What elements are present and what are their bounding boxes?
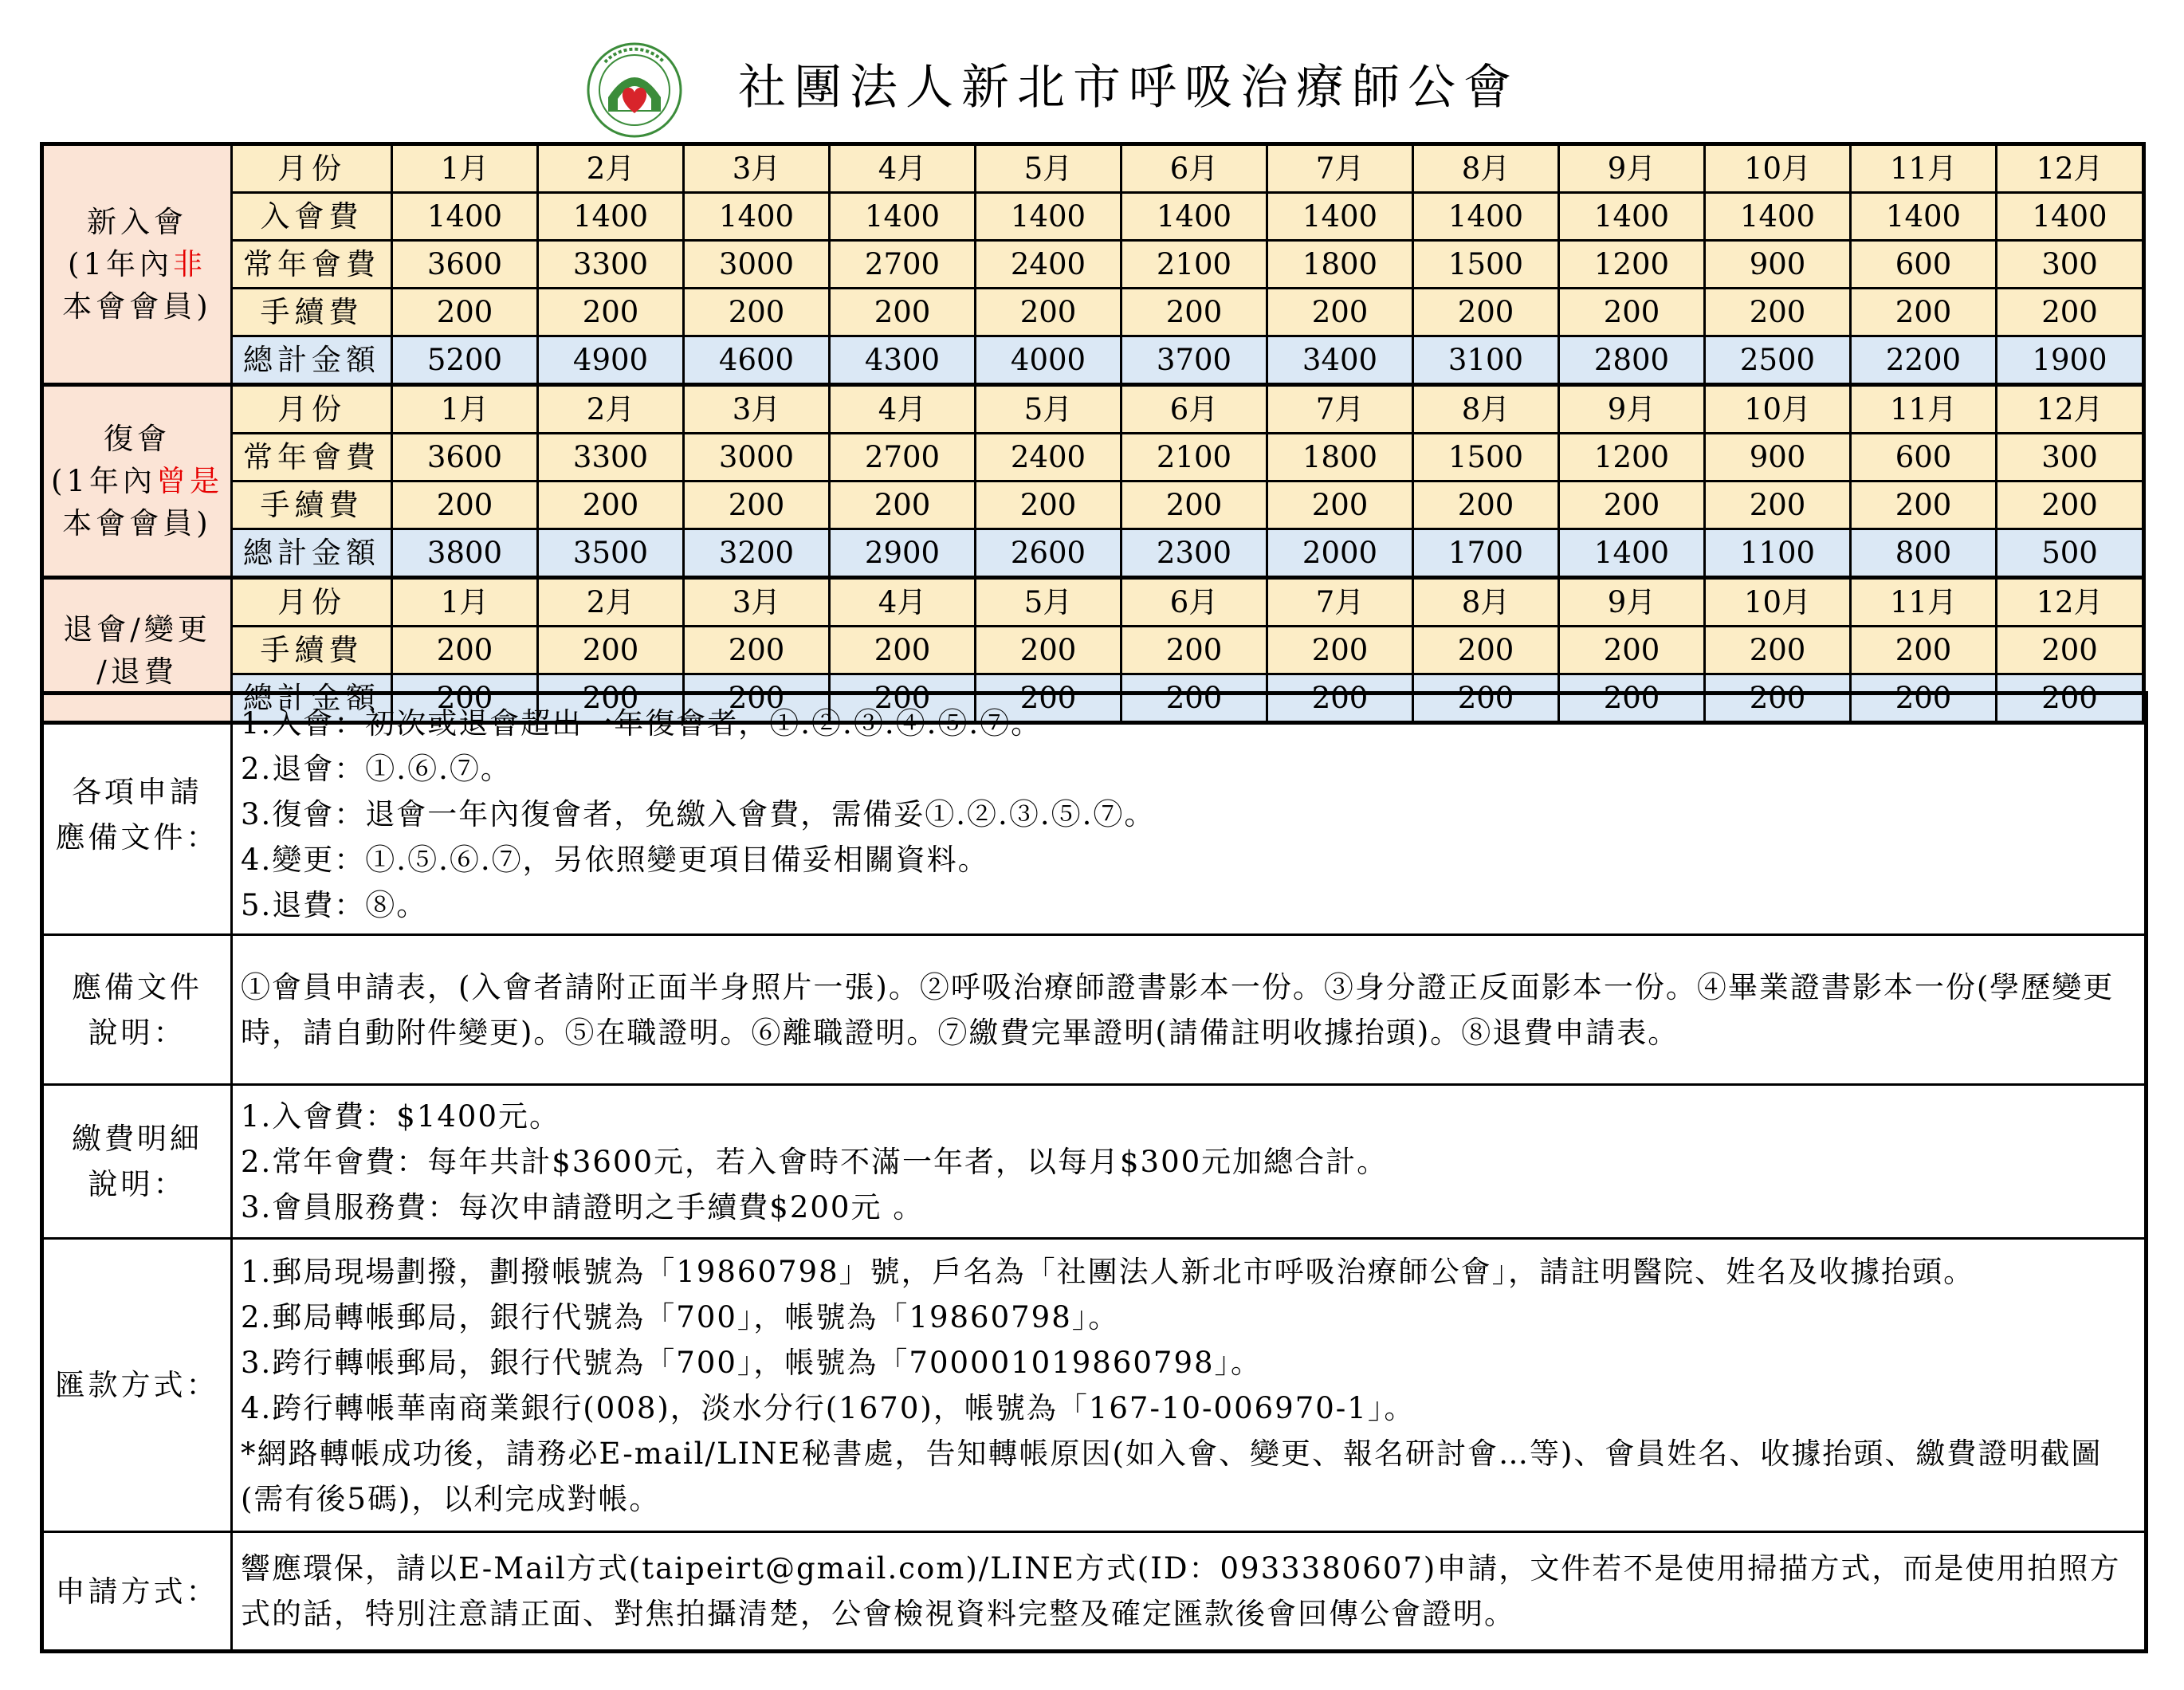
fee-cell: 1500	[1413, 241, 1559, 289]
fee-cell: 1100	[1705, 529, 1851, 578]
month-header: 7月	[1267, 578, 1413, 627]
section-label-line: 說明：	[88, 1167, 187, 1201]
fee-cell: 2700	[830, 241, 976, 289]
fee-cell: 200	[1121, 627, 1267, 674]
group-label-line: 新入會	[87, 205, 187, 239]
month-header: 9月	[1559, 144, 1705, 193]
fee-cell: 200	[538, 674, 684, 723]
fee-cell: 3800	[392, 529, 538, 578]
row-label: 總計金額	[232, 529, 392, 578]
section-line: *網路轉帳成功後，請務必E-mail/LINE秘書處，告知轉帳原因(如入會、變更、報名研討會…等)、會員姓名、收據抬頭、繳費證明截圖(需有後5碼)，以利完成對帳。	[241, 1436, 2103, 1516]
fee-cell: 2100	[1121, 241, 1267, 289]
fee-cell: 1400	[1559, 529, 1705, 578]
group-label-line: 復會	[104, 422, 171, 456]
page-header	[0, 32, 2184, 143]
row-label: 月份	[232, 144, 392, 193]
fee-cell: 200	[684, 674, 830, 723]
fee-cell: 200	[1267, 627, 1413, 674]
fee-cell: 2100	[1121, 434, 1267, 481]
section-line: 3.跨行轉帳郵局，銀行代號為「700」，帳號為「700001019860798」。	[241, 1345, 1263, 1380]
fee-cell: 200	[1997, 289, 2144, 336]
section-label-line: 應備文件：	[55, 819, 219, 855]
month-header: 3月	[684, 144, 830, 193]
fee-cell: 200	[1851, 481, 1997, 529]
section-label-line: 說明：	[88, 1015, 187, 1050]
section-line: 2.退會：①.⑥.⑦。	[241, 752, 512, 786]
fee-cell: 4600	[684, 336, 830, 385]
fee-cell: 300	[1997, 241, 2144, 289]
row-label: 手續費	[232, 481, 392, 529]
fee-cell: 200	[1121, 289, 1267, 336]
fee-cell: 200	[392, 674, 538, 723]
month-header: 7月	[1267, 144, 1413, 193]
section-content	[232, 1239, 2147, 1532]
fee-cell: 200	[1267, 289, 1413, 336]
month-header: 10月	[1705, 385, 1851, 434]
row-label: 入會費	[232, 193, 392, 241]
fee-table	[40, 142, 2146, 725]
fee-cell: 900	[1705, 241, 1851, 289]
fee-cell: 3200	[684, 529, 830, 578]
fee-row	[42, 434, 2144, 481]
fee-cell: 1400	[1121, 193, 1267, 241]
month-header: 5月	[976, 144, 1121, 193]
fee-cell: 3400	[1267, 336, 1413, 385]
month-header: 11月	[1851, 578, 1997, 627]
section-line: 響應環保，請以E-Mail方式(taipeirt@gmail.com)/LINE方式(ID：0933380607)申請，文件若不是使用掃描方式，而是使用拍照方式的話，特別注意請正面、對焦拍攝清楚，公會檢視資料完整及確定匯款後會回傳公會證明。	[241, 1551, 2121, 1631]
fee-cell: 200	[976, 289, 1121, 336]
month-header: 1月	[392, 385, 538, 434]
fee-row	[42, 578, 2144, 627]
month-header: 10月	[1705, 578, 1851, 627]
section-label-line: 各項申請	[72, 774, 202, 809]
month-header: 4月	[830, 385, 976, 434]
section-line: 1.入會費：$1400元。	[241, 1098, 561, 1134]
fee-cell: 2500	[1705, 336, 1851, 385]
fee-cell: 1400	[392, 193, 538, 241]
fee-cell: 3300	[538, 241, 684, 289]
fee-cell: 200	[1413, 289, 1559, 336]
fee-cell: 200	[1559, 481, 1705, 529]
fee-cell: 200	[538, 627, 684, 674]
fee-cell: 600	[1851, 241, 1997, 289]
fee-cell: 2400	[976, 434, 1121, 481]
fee-cell: 200	[392, 627, 538, 674]
month-header: 11月	[1851, 144, 1997, 193]
group-label-line: (1年內	[51, 464, 156, 498]
fee-cell: 3000	[684, 241, 830, 289]
fee-cell: 200	[1997, 481, 2144, 529]
fee-cell: 1400	[1705, 193, 1851, 241]
fee-cell: 2400	[976, 241, 1121, 289]
fee-cell: 600	[1851, 434, 1997, 481]
fee-row	[42, 289, 2144, 336]
fee-cell: 5200	[392, 336, 538, 385]
row-label: 手續費	[232, 289, 392, 336]
group-label-line: 退會/變更	[63, 611, 211, 647]
section-line: 4.跨行轉帳華南商業銀行(008)，淡水分行(1670)，帳號為「167-10-006970-1」。	[241, 1390, 1416, 1425]
fee-cell: 3100	[1413, 336, 1559, 385]
fee-cell: 1500	[1413, 434, 1559, 481]
fee-cell: 200	[1851, 627, 1997, 674]
section-line: ①會員申請表，(入會者請附正面半身照片一張)。②呼吸治療師證書影本一份。③身分證正反面影本一份。④畢業證書影本一份(學歷變更時，請自動附件變更)。⑤在職證明。⑥離職證明。⑦繳費完畢證明(請備註明收據抬頭)。⑧退費申請表。	[241, 969, 2115, 1050]
fee-cell: 3600	[392, 434, 538, 481]
month-header: 6月	[1121, 385, 1267, 434]
row-label: 總計金額	[232, 674, 392, 723]
group-label-line: /退費	[96, 654, 178, 689]
fee-row	[42, 385, 2144, 434]
month-header: 8月	[1413, 578, 1559, 627]
fee-cell: 1400	[1413, 193, 1559, 241]
group-label-line: 本會會員)	[62, 289, 212, 324]
row-label: 總計金額	[232, 336, 392, 385]
section-line: 2.郵局轉帳郵局，銀行代號為「700」，帳號為「19860798」。	[241, 1299, 1120, 1334]
row-label: 月份	[232, 578, 392, 627]
section-label-line: 應備文件	[72, 969, 202, 1004]
fee-row	[42, 241, 2144, 289]
row-label: 常年會費	[232, 434, 392, 481]
fee-row	[42, 193, 2144, 241]
section-line: 3.會員服務費：每次申請證明之手續費$200元 。	[241, 1189, 925, 1224]
fee-cell: 3000	[684, 434, 830, 481]
fee-cell: 200	[1121, 674, 1267, 723]
fee-cell: 1400	[830, 193, 976, 241]
info-row	[42, 1532, 2147, 1652]
fee-row	[42, 481, 2144, 529]
highlight-text: 非	[172, 247, 206, 281]
fee-cell: 2700	[830, 434, 976, 481]
fee-cell: 2600	[976, 529, 1121, 578]
fee-cell: 200	[830, 289, 976, 336]
fee-cell: 200	[1705, 289, 1851, 336]
fee-cell: 1400	[1559, 193, 1705, 241]
fee-cell: 200	[392, 289, 538, 336]
fee-cell: 200	[684, 481, 830, 529]
fee-cell: 200	[830, 627, 976, 674]
fee-cell: 4900	[538, 336, 684, 385]
fee-cell: 1800	[1267, 434, 1413, 481]
month-header: 4月	[830, 578, 976, 627]
info-row	[42, 694, 2147, 935]
fee-cell: 2900	[830, 529, 976, 578]
section-line: 1.入會：初次或退會超出一年復會者，①.②.③.④.⑤.⑦。	[241, 706, 1043, 741]
month-header: 2月	[538, 385, 684, 434]
month-header: 8月	[1413, 144, 1559, 193]
month-header: 3月	[684, 385, 830, 434]
fee-cell: 200	[1705, 481, 1851, 529]
group-label	[42, 385, 232, 578]
fee-cell: 1800	[1267, 241, 1413, 289]
section-content	[232, 935, 2147, 1085]
section-label-line: 匯款方式：	[55, 1368, 219, 1402]
fee-cell: 1900	[1997, 336, 2144, 385]
fee-row	[42, 144, 2144, 193]
fee-cell: 200	[538, 481, 684, 529]
fee-cell: 1200	[1559, 434, 1705, 481]
month-header: 12月	[1997, 144, 2144, 193]
info-row	[42, 1085, 2147, 1239]
fee-cell: 4300	[830, 336, 976, 385]
month-header: 6月	[1121, 578, 1267, 627]
fee-cell: 1400	[976, 193, 1121, 241]
fee-cell: 200	[1851, 674, 1997, 723]
fee-row	[42, 529, 2144, 578]
month-header: 12月	[1997, 578, 2144, 627]
section-label	[42, 1085, 232, 1239]
fee-cell: 900	[1705, 434, 1851, 481]
fee-cell: 200	[1705, 627, 1851, 674]
fee-cell: 200	[1267, 481, 1413, 529]
section-line: 2.常年會費：每年共計$3600元，若入會時不滿一年者，以每月$300元加總合計。	[241, 1144, 1389, 1179]
info-row	[42, 1239, 2147, 1532]
month-header: 1月	[392, 144, 538, 193]
month-header: 2月	[538, 144, 684, 193]
section-label	[42, 1239, 232, 1532]
fee-cell: 200	[1705, 674, 1851, 723]
fee-row	[42, 336, 2144, 385]
fee-cell: 200	[1851, 289, 1997, 336]
fee-cell: 200	[1413, 627, 1559, 674]
fee-cell: 800	[1851, 529, 1997, 578]
month-header: 9月	[1559, 578, 1705, 627]
fee-cell: 200	[1121, 481, 1267, 529]
fee-cell: 200	[1997, 627, 2144, 674]
section-label	[42, 935, 232, 1085]
fee-cell: 3500	[538, 529, 684, 578]
group-label-line: (1年內	[68, 247, 173, 281]
section-line: 5.退費：⑧。	[241, 888, 428, 922]
fee-cell: 200	[684, 289, 830, 336]
month-header: 5月	[976, 578, 1121, 627]
month-header: 4月	[830, 144, 976, 193]
month-header: 1月	[392, 578, 538, 627]
fee-cell: 1400	[1851, 193, 1997, 241]
month-header: 3月	[684, 578, 830, 627]
month-header: 7月	[1267, 385, 1413, 434]
info-table	[40, 691, 2148, 1653]
fee-cell: 200	[1997, 674, 2144, 723]
highlight-text: 曾是	[155, 464, 223, 498]
section-content	[232, 694, 2147, 935]
fee-cell: 200	[392, 481, 538, 529]
fee-cell: 300	[1997, 434, 2144, 481]
fee-cell: 200	[830, 674, 976, 723]
fee-cell: 1400	[684, 193, 830, 241]
month-header: 2月	[538, 578, 684, 627]
section-line: 1.郵局現場劃撥，劃撥帳號為「19860798」號，戶名為「社團法人新北市呼吸治療師公會」，請註明醫院、姓名及收據抬頭。	[241, 1254, 1975, 1289]
group-label-line: 本會會員)	[62, 506, 212, 540]
fee-cell: 200	[976, 481, 1121, 529]
month-header: 5月	[976, 385, 1121, 434]
month-header: 6月	[1121, 144, 1267, 193]
section-content	[232, 1085, 2147, 1239]
section-line: 4.變更：①.⑤.⑥.⑦，另依照變更項目備妥相關資料。	[241, 843, 989, 877]
section-label-line: 繳費明細	[72, 1122, 202, 1156]
fee-cell: 200	[1559, 289, 1705, 336]
fee-cell: 1400	[1267, 193, 1413, 241]
month-header: 9月	[1559, 385, 1705, 434]
fee-cell: 1400	[1997, 193, 2144, 241]
month-header: 12月	[1997, 385, 2144, 434]
fee-cell: 3700	[1121, 336, 1267, 385]
fee-cell: 1400	[538, 193, 684, 241]
fee-cell: 200	[1267, 674, 1413, 723]
section-label-line: 申請方式：	[55, 1574, 219, 1609]
month-header: 8月	[1413, 385, 1559, 434]
fee-cell: 3600	[392, 241, 538, 289]
fee-cell: 200	[976, 627, 1121, 674]
section-line: 3.復會：退會一年內復會者，免繳入會費，需備妥①.②.③.⑤.⑦。	[241, 797, 1156, 831]
fee-cell: 500	[1997, 529, 2144, 578]
section-content	[232, 1532, 2147, 1652]
group-label	[42, 144, 232, 385]
fee-cell: 2000	[1267, 529, 1413, 578]
fee-cell: 200	[830, 481, 976, 529]
fee-row	[42, 627, 2144, 674]
section-label	[42, 1532, 232, 1652]
fee-cell: 4000	[976, 336, 1121, 385]
association-logo	[586, 41, 683, 139]
row-label: 手續費	[232, 627, 392, 674]
row-label: 常年會費	[232, 241, 392, 289]
month-header: 11月	[1851, 385, 1997, 434]
fee-cell: 200	[976, 674, 1121, 723]
fee-cell: 2800	[1559, 336, 1705, 385]
fee-cell: 3300	[538, 434, 684, 481]
month-header: 10月	[1705, 144, 1851, 193]
fee-cell: 200	[684, 627, 830, 674]
fee-cell: 200	[538, 289, 684, 336]
fee-cell: 200	[1413, 674, 1559, 723]
section-label	[42, 694, 232, 935]
fee-cell: 2300	[1121, 529, 1267, 578]
fee-cell: 200	[1413, 481, 1559, 529]
fee-cell: 1700	[1413, 529, 1559, 578]
fee-cell: 200	[1559, 674, 1705, 723]
row-label: 月份	[232, 385, 392, 434]
page-title: 社團法人新北市呼吸治療師公會	[738, 60, 1519, 116]
info-row	[42, 935, 2147, 1085]
fee-cell: 1200	[1559, 241, 1705, 289]
fee-cell: 2200	[1851, 336, 1997, 385]
fee-cell: 200	[1559, 627, 1705, 674]
